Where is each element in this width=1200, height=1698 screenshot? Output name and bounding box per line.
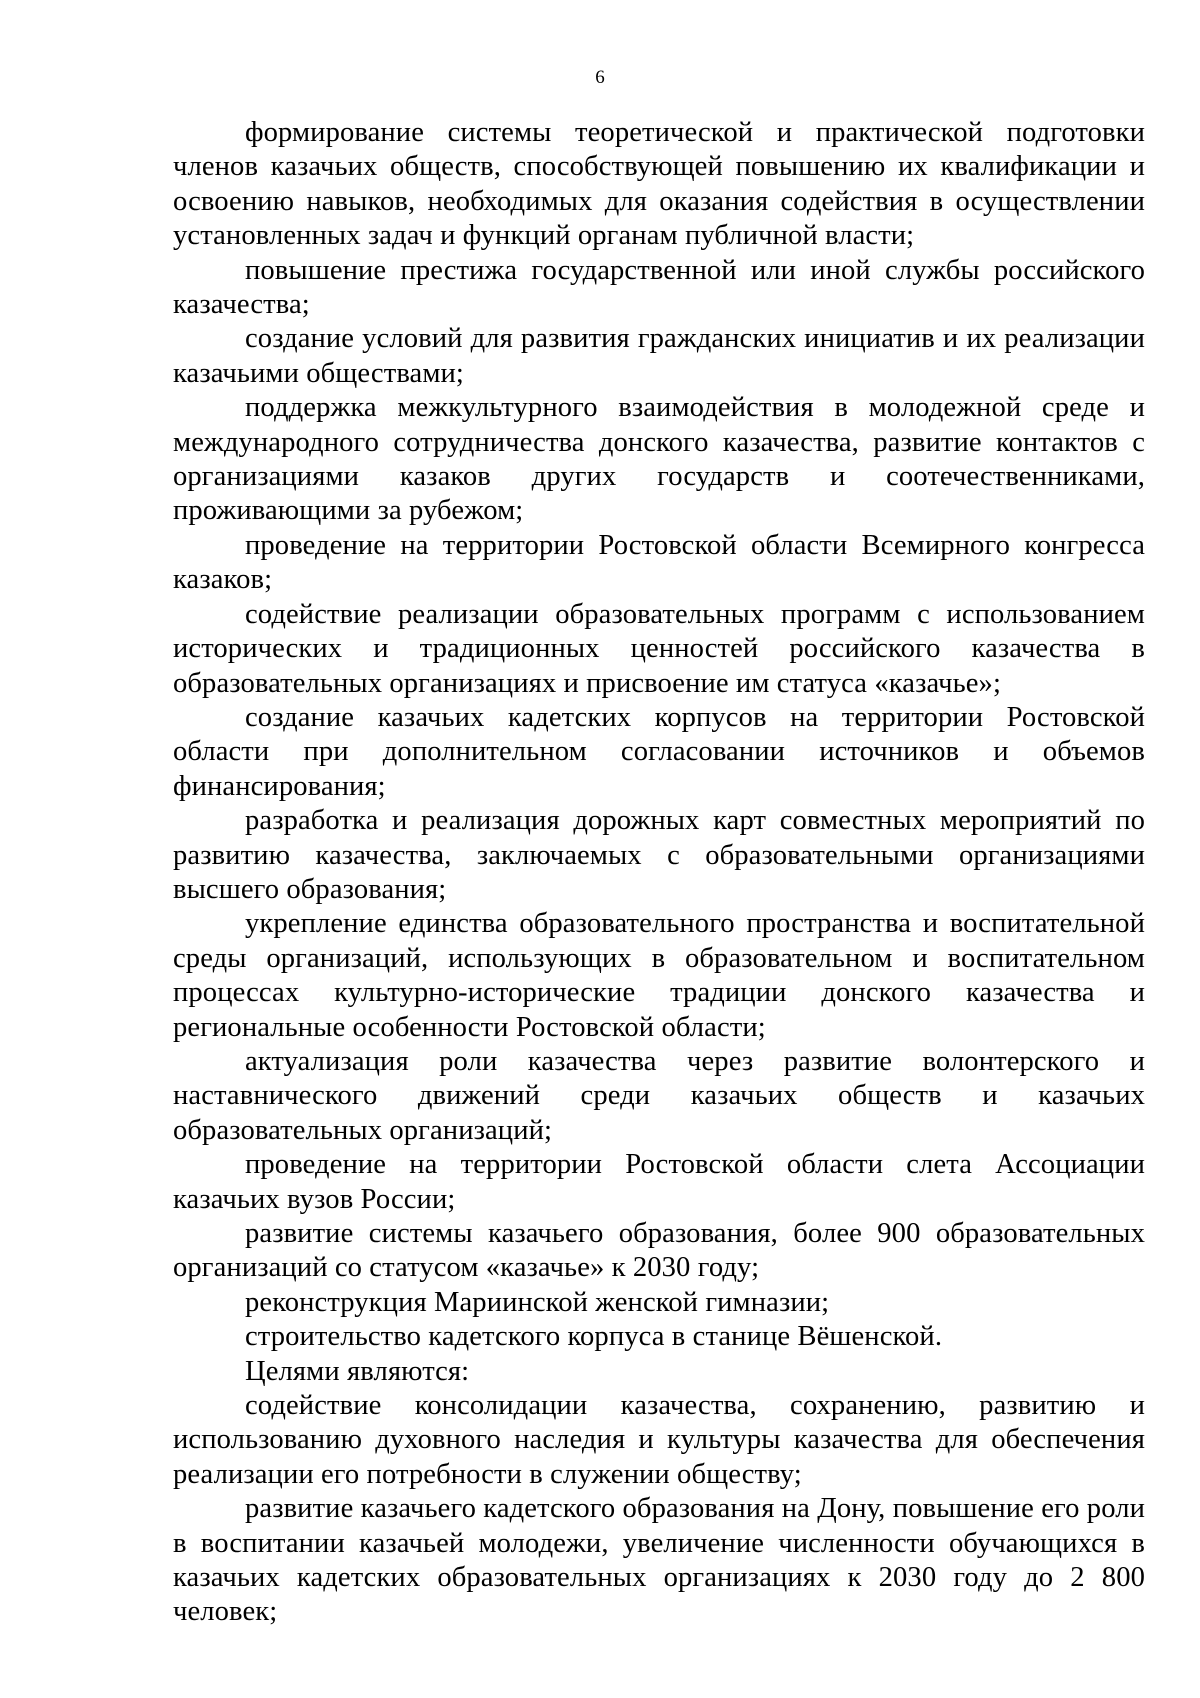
paragraph: развитие системы казачьего образования, более 900 образовательных организаций со статусом «казачье» к 2030 году; (173, 1218, 1145, 1284)
paragraph: актуализация роли казачества через развитие волонтерского и наставнического движений среди казачьих обществ и казачьих образовательных организаций; (173, 1045, 1145, 1146)
paragraph: поддержка межкультурного взаимодействия в молодежной среде и международного сотрудничества донского казачества, развитие контактов с организациями казаков других государств и соотечественниками, проживающими за рубежом; (173, 392, 1145, 527)
paragraph: Целями являются: (245, 1355, 470, 1387)
paragraph: реконструкция Мариинской женской гимназии; (245, 1286, 830, 1318)
paragraph: развитие казачьего кадетского образования на Дону, повышение его роли в воспитании казачьей молодежи, увеличение численности обучающихся в казачьих кадетских образовательных организациях к 2030 году до 2 800 человек; (173, 1493, 1145, 1628)
paragraph: проведение на территории Ростовской области слета Ассоциации казачьих вузов России; (173, 1149, 1145, 1215)
body-text (173, 116, 1145, 1630)
paragraph: содействие консолидации казачества, сохранению, развитию и использованию духовного наследия и культуры казачества для обеспечения реализации его потребности в служении обществу; (173, 1390, 1145, 1490)
paragraph: содействие реализации образовательных программ с использованием исторических и традиционных ценностей российского казачества в образовательных организациях и присвоение им статуса «казачье»; (173, 598, 1145, 699)
paragraph: создание казачьих кадетских корпусов на территории Ростовской области при дополнительном согласовании источников и объемов финансирования; (173, 701, 1145, 802)
page-number: 6 (595, 67, 605, 88)
paragraph: укрепление единства образовательного пространства и воспитательной среды организаций, использующих в образовательном и воспитательном процессах культурно-исторические традиции донского казачества и региональные особенности Ростовской области; (173, 908, 1145, 1043)
paragraph: формирование системы теоретической и практической подготовки членов казачьих обществ, способствующей повышению их квалификации и освоению навыков, необходимых для оказания содействия в осуществлении установленных задач и функций органам публичной власти; (173, 117, 1145, 252)
paragraph: создание условий для развития гражданских инициатив и их реализации казачьими обществами; (173, 323, 1145, 389)
paragraph: проведение на территории Ростовской области Всемирного конгресса казаков; (173, 529, 1145, 596)
paragraph: строительство кадетского корпуса в станице Вёшенской. (245, 1321, 943, 1353)
paragraph: повышение престижа государственной или иной службы российского казачества; (173, 254, 1145, 321)
paragraph: разработка и реализация дорожных карт совместных мероприятий по развитию казачества, заключаемых с образовательными организациями высшего образования; (173, 805, 1145, 905)
